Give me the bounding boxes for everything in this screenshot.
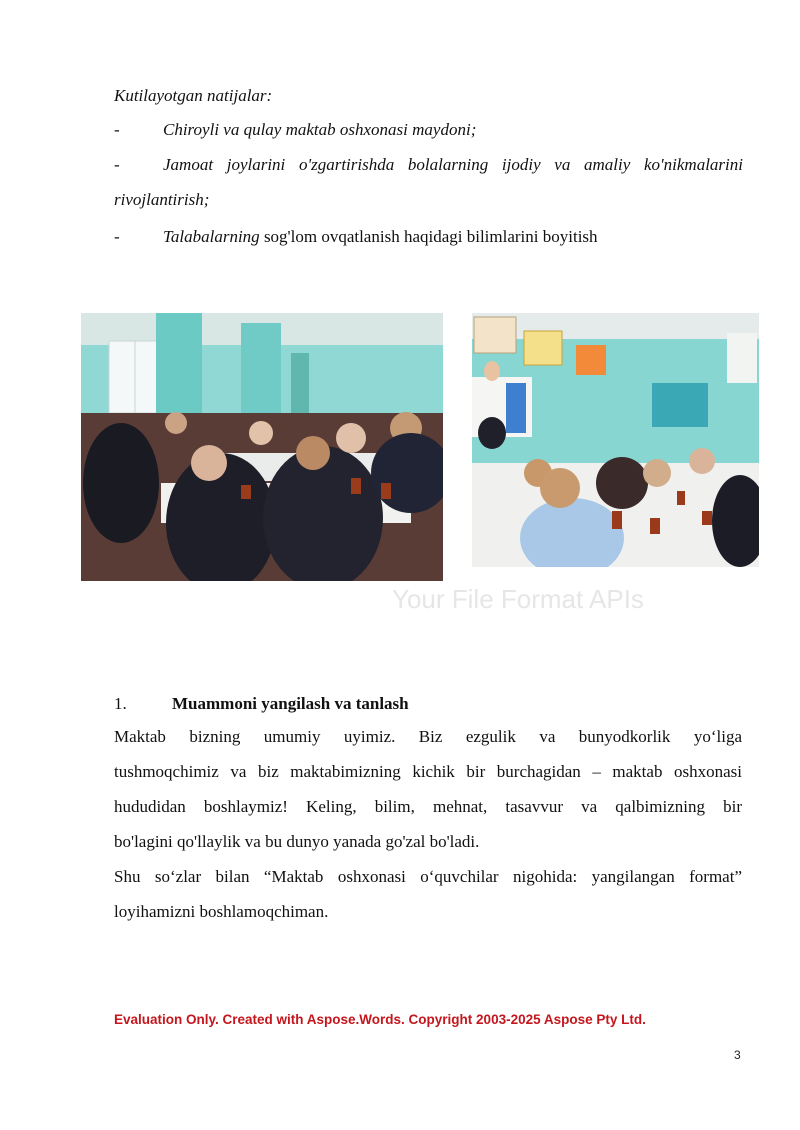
result-item-1: Chiroyli va qulay maktab oshxonasi maydoni; (163, 120, 477, 139)
bullet-dash: - (114, 155, 120, 174)
result-item-2-continued: rivojlantirish; (114, 190, 210, 209)
canteen-photo-2 (472, 313, 759, 567)
page-number: 3 (734, 1048, 741, 1062)
results-title: Kutilayotgan natijalar: (114, 86, 273, 105)
paragraph-line: bo'lagini qo'llaylik va bu dunyo yanada go'zal bo'ladi. (114, 832, 480, 851)
paragraph-line: Maktab bizning umumiy uyimiz. Biz ezgulik va bunyodkorlik yo‘liga (114, 727, 742, 746)
evaluation-notice: Evaluation Only. Created with Aspose.Words. Copyright 2003-2025 Aspose Pty Ltd. (114, 1012, 646, 1027)
section-title: Muammoni yangilash va tanlash (172, 694, 409, 713)
watermark-text: Your File Format APIs (392, 584, 644, 614)
paragraph-line: tushmoqchimiz va biz maktabimizning kichik bir burchagidan – maktab oshxonasi (114, 762, 742, 781)
result-item-3-text: sog'lom ovqatlanish haqidagi bilimlarini boyitish (259, 227, 598, 246)
section-heading (114, 694, 409, 714)
section-number: 1. (114, 694, 127, 713)
paragraph-line: hududidan boshlaymiz! Keling, bilim, mehnat, tasavvur va qalbimizning bir (114, 797, 742, 816)
bullet-dash: - (114, 227, 120, 246)
paragraph-line: loyihamizni boshlamoqchiman. (114, 902, 329, 921)
bullet-dash: - (114, 120, 120, 139)
canteen-photo-1 (81, 313, 443, 581)
paragraph-line: Shu so‘zlar bilan “Maktab oshxonasi o‘quvchilar nigohida: yangilangan format” (114, 867, 742, 886)
result-item-3-subject: Talabalarning (163, 227, 260, 246)
result-item-2: Jamoat joylarini o'zgartirishda bolalarning ijodiy va amaliy ko'nikmalarini (163, 155, 743, 174)
result-item-3 (163, 227, 598, 247)
